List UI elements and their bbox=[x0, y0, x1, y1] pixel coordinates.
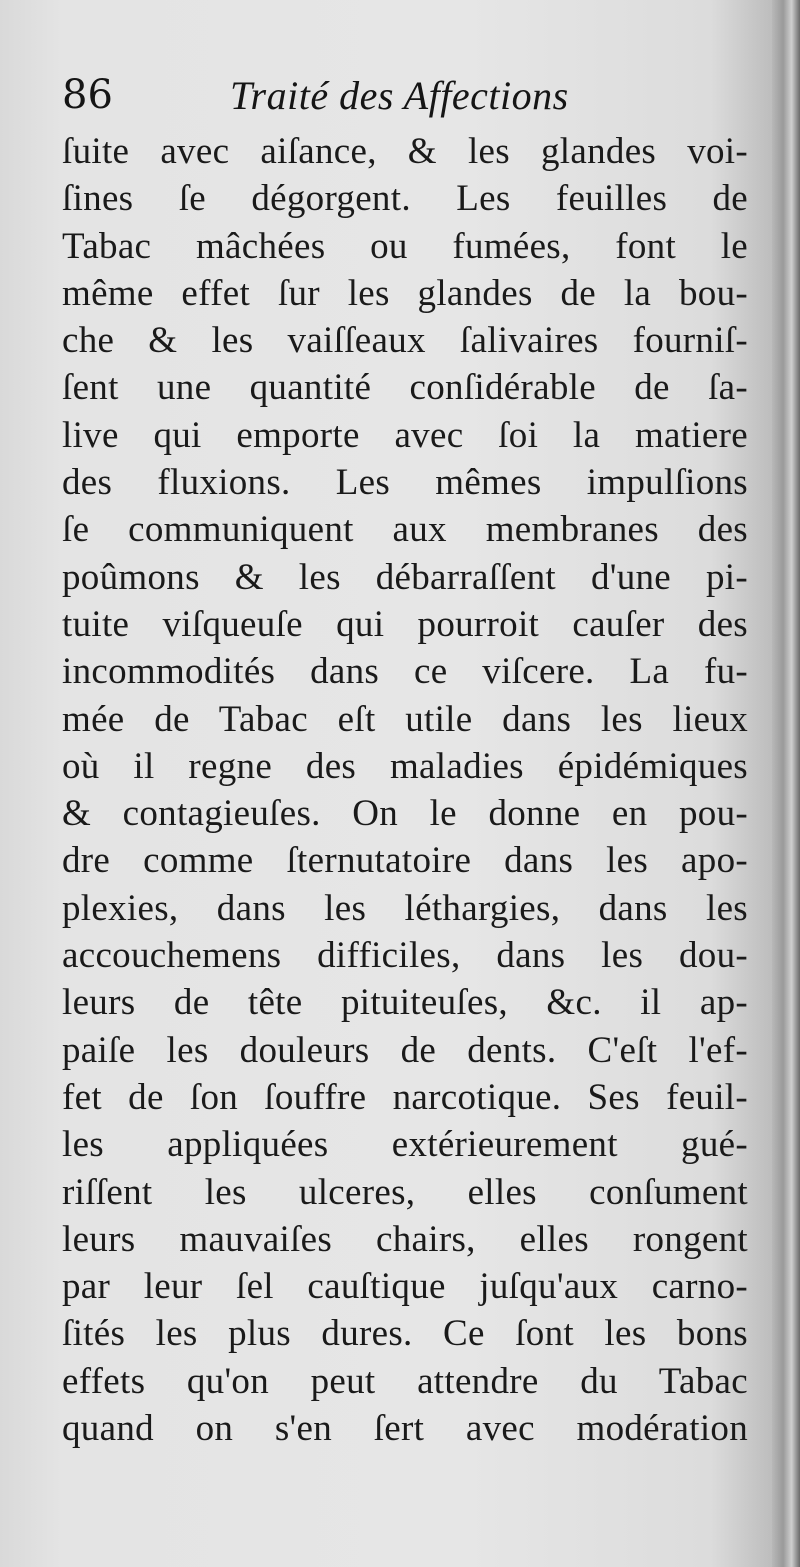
book-spine-edge bbox=[772, 0, 800, 1567]
text-line: tuite viſqueuſe qui pourroit cauſer des bbox=[62, 603, 748, 645]
text-line: mée de Tabac eſt utile dans les lieux bbox=[62, 698, 748, 740]
body-text bbox=[62, 128, 748, 1452]
text-line: poûmons & les débarraſſent d'une pi- bbox=[62, 556, 748, 598]
text-line: effets qu'on peut attendre du Tabac bbox=[62, 1360, 748, 1402]
text-line: quand on s'en ſert avec modération bbox=[62, 1408, 748, 1450]
running-head: Traité des Affections bbox=[230, 73, 569, 118]
text-line: plexies, dans les léthargies, dans les bbox=[62, 887, 748, 929]
text-line: par leur ſel cauſtique juſqu'aux carno- bbox=[62, 1266, 748, 1308]
text-line: dre comme ſternutatoire dans les apo- bbox=[62, 840, 748, 882]
text-line: même effet ſur les glandes de la bou- bbox=[62, 272, 748, 314]
page-header bbox=[62, 72, 742, 132]
text-line: & contagieuſes. On le donne en pou- bbox=[62, 793, 748, 835]
text-line: ſuite avec aiſance, & les glandes voi- bbox=[62, 131, 748, 172]
text-line: Tabac mâchées ou fumées, font le bbox=[62, 225, 748, 267]
text-line: ſines ſe dégorgent. Les feuilles de bbox=[62, 178, 748, 220]
text-line: leurs mauvaiſes chairs, elles rongent bbox=[62, 1218, 748, 1260]
text-line: fet de ſon ſouffre narcotique. Ses feuil- bbox=[62, 1076, 748, 1118]
text-line: ſités les plus dures. Ce ſont les bons bbox=[62, 1313, 748, 1355]
text-line: live qui emporte avec ſoi la matiere bbox=[62, 414, 748, 456]
text-line: incommodités dans ce viſcere. La fu- bbox=[62, 651, 748, 693]
text-line: où il regne des maladies épidémiques bbox=[62, 745, 748, 787]
text-line: ſe communiquent aux membranes des bbox=[62, 509, 748, 551]
text-line: leurs de tête pituiteuſes, &c. il ap- bbox=[62, 982, 748, 1024]
text-line: les appliquées extérieurement gué- bbox=[62, 1124, 748, 1166]
text-line: des fluxions. Les mêmes impulſions bbox=[62, 462, 748, 504]
text-line: riſſent les ulceres, elles conſument bbox=[62, 1171, 748, 1213]
text-line: paiſe les douleurs de dents. C'eſt l'ef- bbox=[62, 1029, 748, 1071]
page-number: 86 bbox=[62, 72, 113, 118]
text-line: che & les vaiſſeaux ſalivaires fourniſ- bbox=[62, 320, 748, 362]
text-line: accouchemens difficiles, dans les dou- bbox=[62, 935, 748, 977]
text-line: ſent une quantité conſidérable de ſa- bbox=[62, 367, 748, 409]
